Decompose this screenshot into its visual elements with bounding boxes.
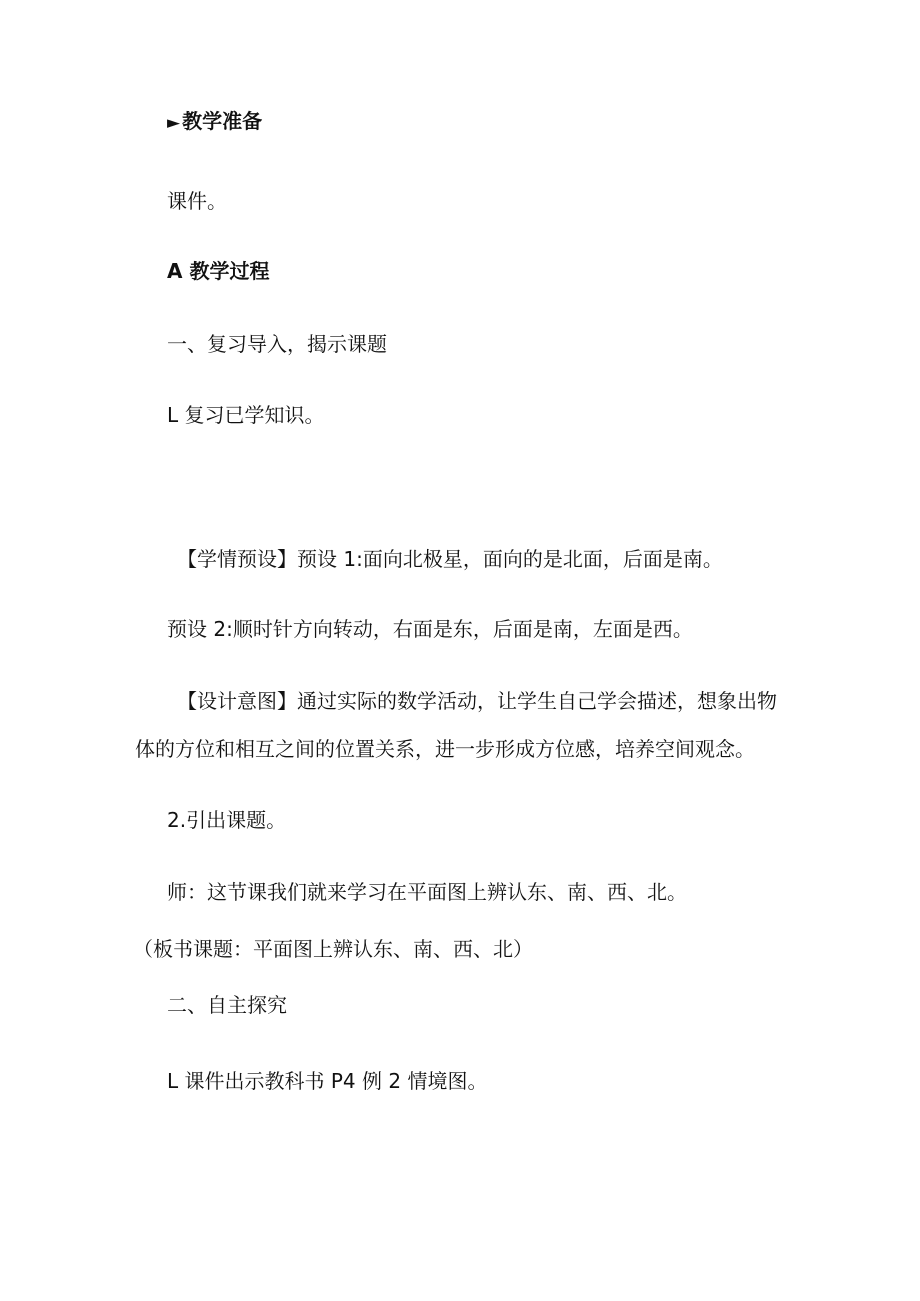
item2-text: 2.引出课题。 (167, 808, 287, 832)
triangle-bullet-icon: ► (167, 113, 181, 133)
item3-text: L 课件出示教科书 P4 例 2 情境图。 (167, 1069, 488, 1093)
design-intent-line2: 体的方位和相互之间的位置关系，进一步形成方位感，培养空间观念。 (135, 737, 755, 761)
preset2-text: 预设 2:顺时针方向转动，右面是东，后面是南，左面是西。 (167, 617, 693, 641)
process-heading: A 教学过程 (167, 259, 270, 283)
section2-title: 二、自主探究 (167, 993, 287, 1017)
design-intent-line1: 【设计意图】通过实际的数学活动，让学生自己学会描述，想象出物 (177, 689, 777, 713)
section1-title: 一、复习导入，揭示课题 (167, 332, 387, 356)
teacher-line: 师：这节课我们就来学习在平面图上辨认东、南、西、北。 (167, 880, 687, 904)
preset1-text: 【学情预设】预设 1:面向北极星，面向的是北面，后面是南。 (177, 547, 723, 571)
prep-heading (167, 109, 262, 135)
board-title: （板书课题：平面图上辨认东、南、西、北） (133, 937, 533, 961)
prep-heading-text: 教学准备 (182, 109, 263, 133)
materials-text: 课件。 (167, 189, 227, 213)
item1-text: L 复习已学知识。 (167, 403, 325, 427)
